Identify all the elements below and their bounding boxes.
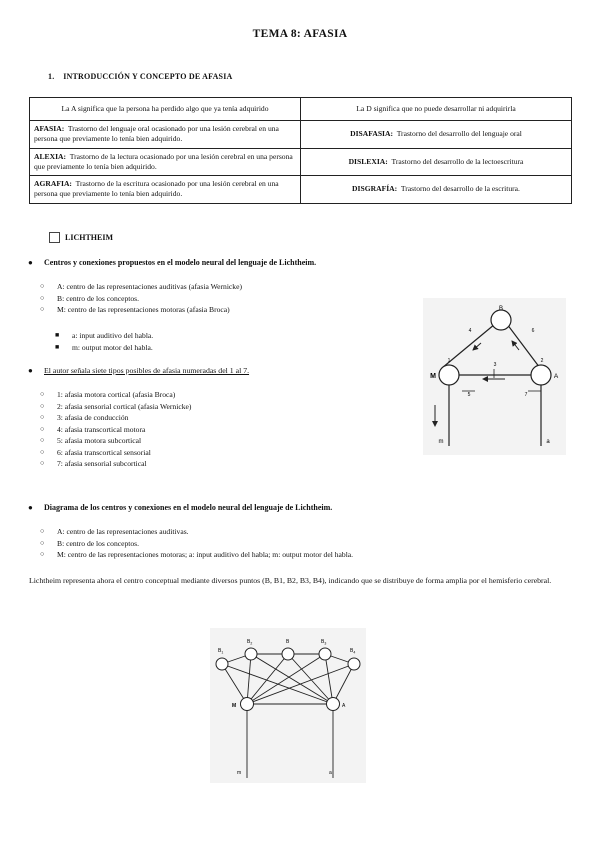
network-diagram-svg [210,628,366,783]
definition: Trastorno de la lectura ocasionado por una lesión cerebral en una persona que previamente lo tenía bien adquirido. [34,151,293,171]
term: DISAFASIA: [350,129,394,139]
list-item-text: B: centro de los conceptos. [57,538,140,548]
circle-bullet-icon: ○ [40,282,45,290]
number-5: 5 [467,392,471,398]
table-cell [30,121,301,149]
label-m: m [237,770,242,776]
list-item [40,538,353,550]
square-bullet-icon: ■ [55,331,60,339]
node-M [439,365,459,385]
list-item-text: A: centro de las representaciones auditivas. [57,527,189,536]
block1-heading-text: Centros y conexiones propuestos en el modelo neural del lenguaje de Lichtheim. [44,258,317,267]
list-item [40,281,243,293]
circle-bullet-icon: ○ [40,550,45,558]
label-A: A [342,703,346,709]
list-item-text: 6: afasia transcortical sensorial [57,447,151,457]
bullet-icon: ● [28,258,33,267]
number-7: 7 [524,392,528,398]
block2-heading-text: El autor señala siete tipos posibles de afasia numeradas del 1 al 7. [44,366,250,375]
label-M: M [232,703,237,709]
block1-list [40,281,243,316]
list-item-text: A: centro de las representaciones auditivas (afasia Wernicke) [57,282,243,291]
list-item [40,389,191,401]
definition: Trastorno de la escritura ocasionado por una lesión cerebral en una persona que previamente lo tenía bien adquirido. [34,179,279,199]
term: AGRAFIA: [34,179,72,188]
circle-bullet-icon: ○ [40,293,45,302]
node-B2 [245,648,257,660]
node-A [531,365,551,385]
table-header-row [30,98,572,121]
lichtheim-label: LICHTHEIM [65,233,114,242]
label-B4: $B_4$ [350,648,356,655]
circle-bullet-icon: ○ [40,401,45,410]
label-B: B [498,306,504,312]
list-item-text: 5: afasia motora subcortical [57,436,142,445]
list-item [40,549,354,561]
label-B2: $B_2$ [247,639,253,646]
label-M: M [430,373,436,380]
section-number: 1. [48,72,55,81]
list-item-text: 2: afasia sensorial cortical (afasia Wernicke) [57,401,192,411]
checkbox-icon [49,232,60,243]
arrow-B-M [473,343,481,350]
node-B [282,648,294,660]
list-item-text: 7: afasia sensorial subcortical [57,459,147,468]
block2-heading [28,366,250,375]
list-item-text: M: centro de las representaciones motoras; a: input auditivo del habla; m: output motor del habla. [57,550,354,559]
list-item-text: 4: afasia transcortical motora [57,424,146,434]
label-a: a [546,439,550,445]
block3-list [40,526,354,561]
table-cell [301,121,572,149]
node-B1 [216,658,228,670]
node-M [241,698,254,711]
circle-bullet-icon: ○ [40,538,45,547]
table-row [30,121,572,149]
circle-bullet-icon: ○ [40,424,45,433]
list-item-text: a: input auditivo del habla. [72,331,154,340]
term: DISGRAFÍA: [352,184,398,194]
label-m: m [438,439,444,445]
block1-sublist [55,330,154,353]
bullet-icon: ● [28,366,33,375]
block3-heading-text: Diagrama de los centros y conexiones en el modelo neural del lenguaje de Lichtheim. [44,503,333,512]
triangle-diagram-svg [423,298,566,455]
table-cell [301,148,572,176]
number-3: 3 [493,362,497,368]
network-edges [222,654,354,778]
list-item-text: 3: afasia de conducción [57,413,129,422]
label-B: B [286,639,290,645]
label-a: a [329,770,332,776]
term: DISLEXIA: [348,156,388,166]
table-cell [301,176,572,204]
list-item [40,526,353,538]
list-item-text: B: centro de los conceptos. [57,293,140,303]
table-cell [30,148,301,176]
list-item [40,412,191,424]
definition: Trastorno del desarrollo del lenguaje oral [396,129,522,139]
number-4: 4 [468,328,472,334]
arrow-A-B [512,341,519,350]
definitions-table [29,97,572,204]
list-item [40,424,191,436]
bullet-icon: ● [28,503,33,512]
label-B3: $B_3$ [321,639,327,646]
list-item [40,304,242,316]
circle-bullet-icon: ○ [40,390,45,398]
definition: Trastorno del desarrollo de la lectoescritura [391,156,524,166]
circle-bullet-icon: ○ [40,447,45,456]
term: ALEXIA: [34,151,67,161]
list-item [40,458,191,470]
table-cell [30,176,301,204]
section-heading [48,72,233,81]
circle-bullet-icon: ○ [40,459,45,467]
node-A [327,698,340,711]
label-A: A [553,373,559,380]
edge-A-B [507,324,540,368]
number-6: 6 [531,328,535,334]
list-item [40,401,192,413]
node-B4 [348,658,360,670]
table-header-cell: La A significa que la persona ha perdido algo que ya tenía adquirido [30,98,301,121]
circle-bullet-icon: ○ [40,527,45,535]
list-item-text: 1: afasia motora cortical (afasia Broca) [57,390,176,399]
block1-heading [28,258,317,267]
label-B1: $B_1$ [218,648,224,655]
number-1: 1 [447,358,451,364]
section-title: INTRODUCCIÓN Y CONCEPTO DE AFASIA [63,72,233,81]
term: AFASIA: [34,124,65,133]
circle-bullet-icon: ○ [40,413,45,421]
block2-list [40,389,192,470]
number-2: 2 [540,358,544,364]
list-item [40,435,191,447]
table-header-cell: La D significa que no puede desarrollar ni adquirirla [301,98,572,121]
list-item [40,293,242,305]
page-title: TEMA 8: AFASIA [252,28,348,40]
list-item [40,447,191,459]
list-item-text: m: output motor del habla. [72,342,153,352]
node-B3 [319,648,331,660]
lichtheim-heading [49,232,113,243]
table-row [30,148,572,176]
paragraph: Lichtheim representa ahora el centro conceptual mediante diversos puntos (B, B1, B2, B3, B4), indicando que se distribuye de forma amplia por el hemisferio cerebral. [29,576,552,585]
definition: Trastorno del desarrollo de la escritura. [400,184,520,194]
block3-heading [28,503,333,512]
node-B [491,310,511,330]
circle-bullet-icon: ○ [40,436,45,444]
circle-bullet-icon: ○ [40,305,45,313]
distributed-concept-diagram [210,628,366,783]
table-row [30,176,572,204]
lichtheim-triangle-diagram [423,298,566,455]
definition: Trastorno del lenguaje oral ocasionado por una lesión cerebral en una persona que previamente lo tenía bien adquirido. [34,124,279,144]
list-item [55,342,153,354]
list-item [55,330,154,342]
square-bullet-icon: ■ [55,342,60,351]
list-item-text: M: centro de las representaciones motoras (afasia Broca) [57,305,230,314]
